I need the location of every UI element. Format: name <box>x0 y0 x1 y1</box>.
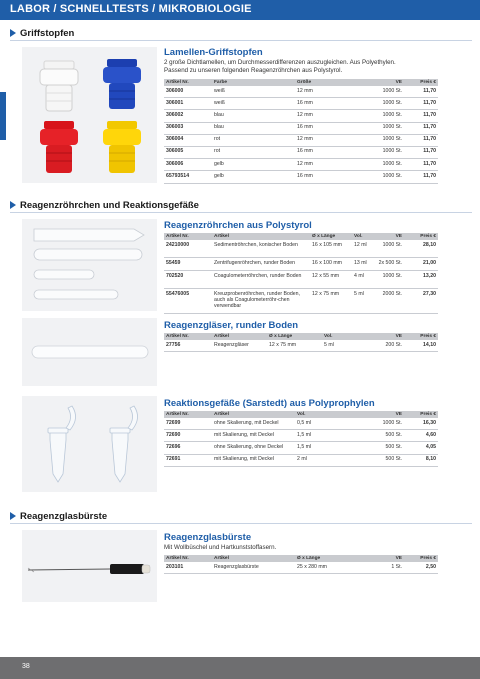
section-divider <box>10 40 472 41</box>
table-row: 72691 mit Skalierung, mit Deckel 2 ml 500 St. 8,10 <box>164 455 438 467</box>
stopper-red-image <box>40 121 78 173</box>
header-bar <box>0 0 480 20</box>
page-footer <box>0 657 480 679</box>
page-number: 38 <box>22 663 30 670</box>
table-roehrchen <box>164 233 438 314</box>
table-row: 24210000 Sedimentröhrchen, konischer Boden 16 x 105 mm 12 ml 1000 St. 28,10 <box>164 240 438 258</box>
table-row: 65793514 gelb 16 mm 1000 St. 11,70 <box>164 171 438 183</box>
image-reagenzroehrchen <box>22 219 157 311</box>
product-title-glaeser: Reagenzgläser, runder Boden <box>164 320 299 331</box>
stopper-yellow-image <box>103 121 141 173</box>
page-title: LABOR / SCHNELLTESTS / MIKROBIOLOGIE <box>10 3 252 15</box>
product-description-line2: Passend zu unseren folgenden Reagenzröhrchen aus Polystyrol. <box>164 67 343 74</box>
table-row: 306000 weiß 12 mm 1000 St. 11,70 <box>164 86 438 98</box>
table-row: 306001 weiß 16 mm 1000 St. 11,70 <box>164 98 438 110</box>
table-row: 306006 gelb 12 mm 1000 St. 11,70 <box>164 159 438 171</box>
triangle-icon <box>10 29 16 37</box>
image-reagenzglaeser <box>22 318 157 386</box>
table-header: Artikel Nr. Farbe Größe VE Preis € <box>166 80 436 85</box>
product-title-lamellen: Lamellen-Griffstopfen <box>164 47 263 58</box>
table-row: 72690 mit Skalierung, mit Deckel 1,5 ml 500 St. 4,60 <box>164 430 438 442</box>
table-row: 55476005 Kreuzprobenröhrchen, runder Boden, auch als Coagulometerröhr-chen verwendbar 12 x 75 mm 5 ml 2000 St. 27,30 <box>164 289 438 314</box>
table-row: 72699 ohne Skalierung, mit Deckel 0,5 ml 1000 St. 16,30 <box>164 418 438 430</box>
table-row: 203101 Reagenzglasbürste 25 x 280 mm 1 St. 2,50 <box>164 562 438 574</box>
table-row: 702520 Coagulometerröhrchen, runder Boden 12 x 55 mm 4 ml 1000 St. 13,20 <box>164 271 438 289</box>
table-row: 306003 blau 16 mm 1000 St. 11,70 <box>164 123 438 135</box>
image-buerste <box>22 530 157 602</box>
table-row: 72696 ohne Skalierung, ohne Deckel 1,5 ml 500 St. 4,05 <box>164 442 438 454</box>
stopper-white-image <box>40 61 78 111</box>
section-heading-buerste: Reagenzglasbürste <box>10 511 107 522</box>
glass-tube-image <box>32 346 148 358</box>
table-header: Artikel Nr. Artikel Vol. VE Preis € <box>166 412 436 417</box>
table-glaeser <box>164 333 438 352</box>
section-heading-reagenz: Reagenzröhrchen und Reaktionsgefäße <box>10 200 199 211</box>
product-description-buerste: Mit Wollbüschel und Hartkunststoffasern. <box>164 544 277 551</box>
table-reaktion <box>164 411 438 467</box>
product-title-reaktion: Reaktionsgefäße (Sarstedt) aus Polyprophylen <box>164 398 375 409</box>
section-heading-griffstopfen: Griffstopfen <box>10 28 74 39</box>
triangle-icon <box>10 512 16 520</box>
stopper-blue-image <box>103 59 141 109</box>
side-tab-marker <box>0 92 6 140</box>
image-reaktionsgefaesse <box>22 396 157 492</box>
section-divider <box>10 212 472 213</box>
table-row: 306004 rot 12 mm 1000 St. 11,70 <box>164 135 438 147</box>
microtube-image <box>48 406 138 482</box>
section-divider <box>10 523 472 524</box>
product-title-roehrchen: Reagenzröhrchen aus Polystyrol <box>164 220 312 231</box>
table-row: 306005 rot 16 mm 1000 St. 11,70 <box>164 147 438 159</box>
triangle-icon <box>10 201 16 209</box>
product-description-line1: 2 große Dichtlamellen, um Durchmesserdifferenzen auszugleichen. Aus Polyethylen. <box>164 59 396 66</box>
table-buerste <box>164 555 438 574</box>
table-header: Artikel Nr. Artikel Ø x Länge Vol. VE Preis € <box>166 334 436 339</box>
table-header: Artikel Nr. Artikel Ø x Länge VE Preis € <box>166 556 436 561</box>
table-row: 306002 blau 12 mm 1000 St. 11,70 <box>164 110 438 122</box>
table-header: Artikel Nr. Artikel Ø x Länge Vol. VE Preis € <box>166 234 436 239</box>
table-row: 27756 Reagenzgläser 12 x 75 mm 5 ml 200 St. 14,10 <box>164 340 438 352</box>
brush-image <box>28 564 150 574</box>
table-lamellen <box>164 79 438 184</box>
table-row: 55459 Zentrifugenröhrchen, runder Boden 16 x 100 mm 13 ml 2x 500 St. 21,00 <box>164 258 438 271</box>
product-title-buerste: Reagenzglasbürste <box>164 532 252 543</box>
tubes-image <box>34 229 144 299</box>
image-griffstopfen <box>22 47 157 183</box>
